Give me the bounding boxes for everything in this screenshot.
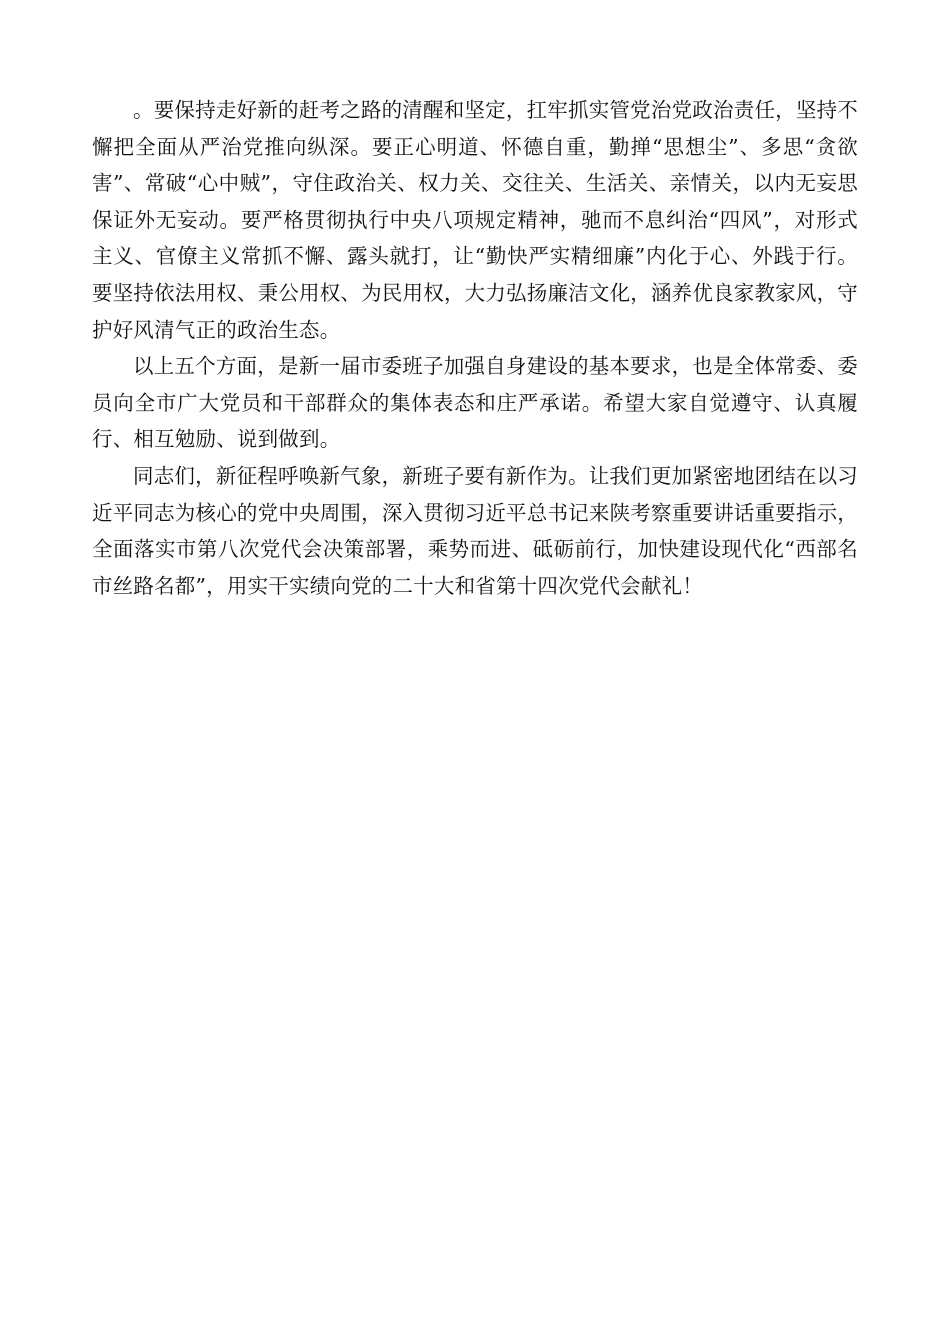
document-body: [92, 92, 858, 604]
paragraph-2: 以上五个方面，是新一届市委班子加强自身建设的基本要求，也是全体常委、委员向全市广大党员和干部群众的集体表态和庄严承诺。希望大家自觉遵守、认真履行、相互勉励、说到做到。: [92, 354, 858, 452]
paragraph-3: 同志们，新征程呼唤新气象，新班子要有新作为。让我们更加紧密地团结在以习近平同志为核心的党中央周围，深入贯彻习近平总书记来陕考察重要讲话重要指示，全面落实市第八次党代会决策部署，乘势而进、砥砺前行，加快建设现代化“西部名市丝路名都”，用实干实绩向党的二十大和省第十四次党代会献礼！: [92, 463, 858, 598]
paragraph-1: 。要保持走好新的赶考之路的清醒和坚定，扛牢抓实管党治党政治责任，坚持不懈把全面从严治党推向纵深。要正心明道、怀德自重，勤掸“思想尘”、多思“贪欲害”、常破“心中贼”，守住政治关、权力关、交往关、生活关、亲情关，以内无妄思保证外无妄动。要严格贯彻执行中央八项规定精神，驰而不息纠治“四风”，对形式主义、官僚主义常抓不懈、露头就打，让“勤快严实精细廉”内化于心、外践于行。要坚持依法用权、秉公用权、为民用权，大力弘扬廉洁文化，涵养优良家教家风，守护好风清气正的政治生态。: [92, 98, 858, 342]
